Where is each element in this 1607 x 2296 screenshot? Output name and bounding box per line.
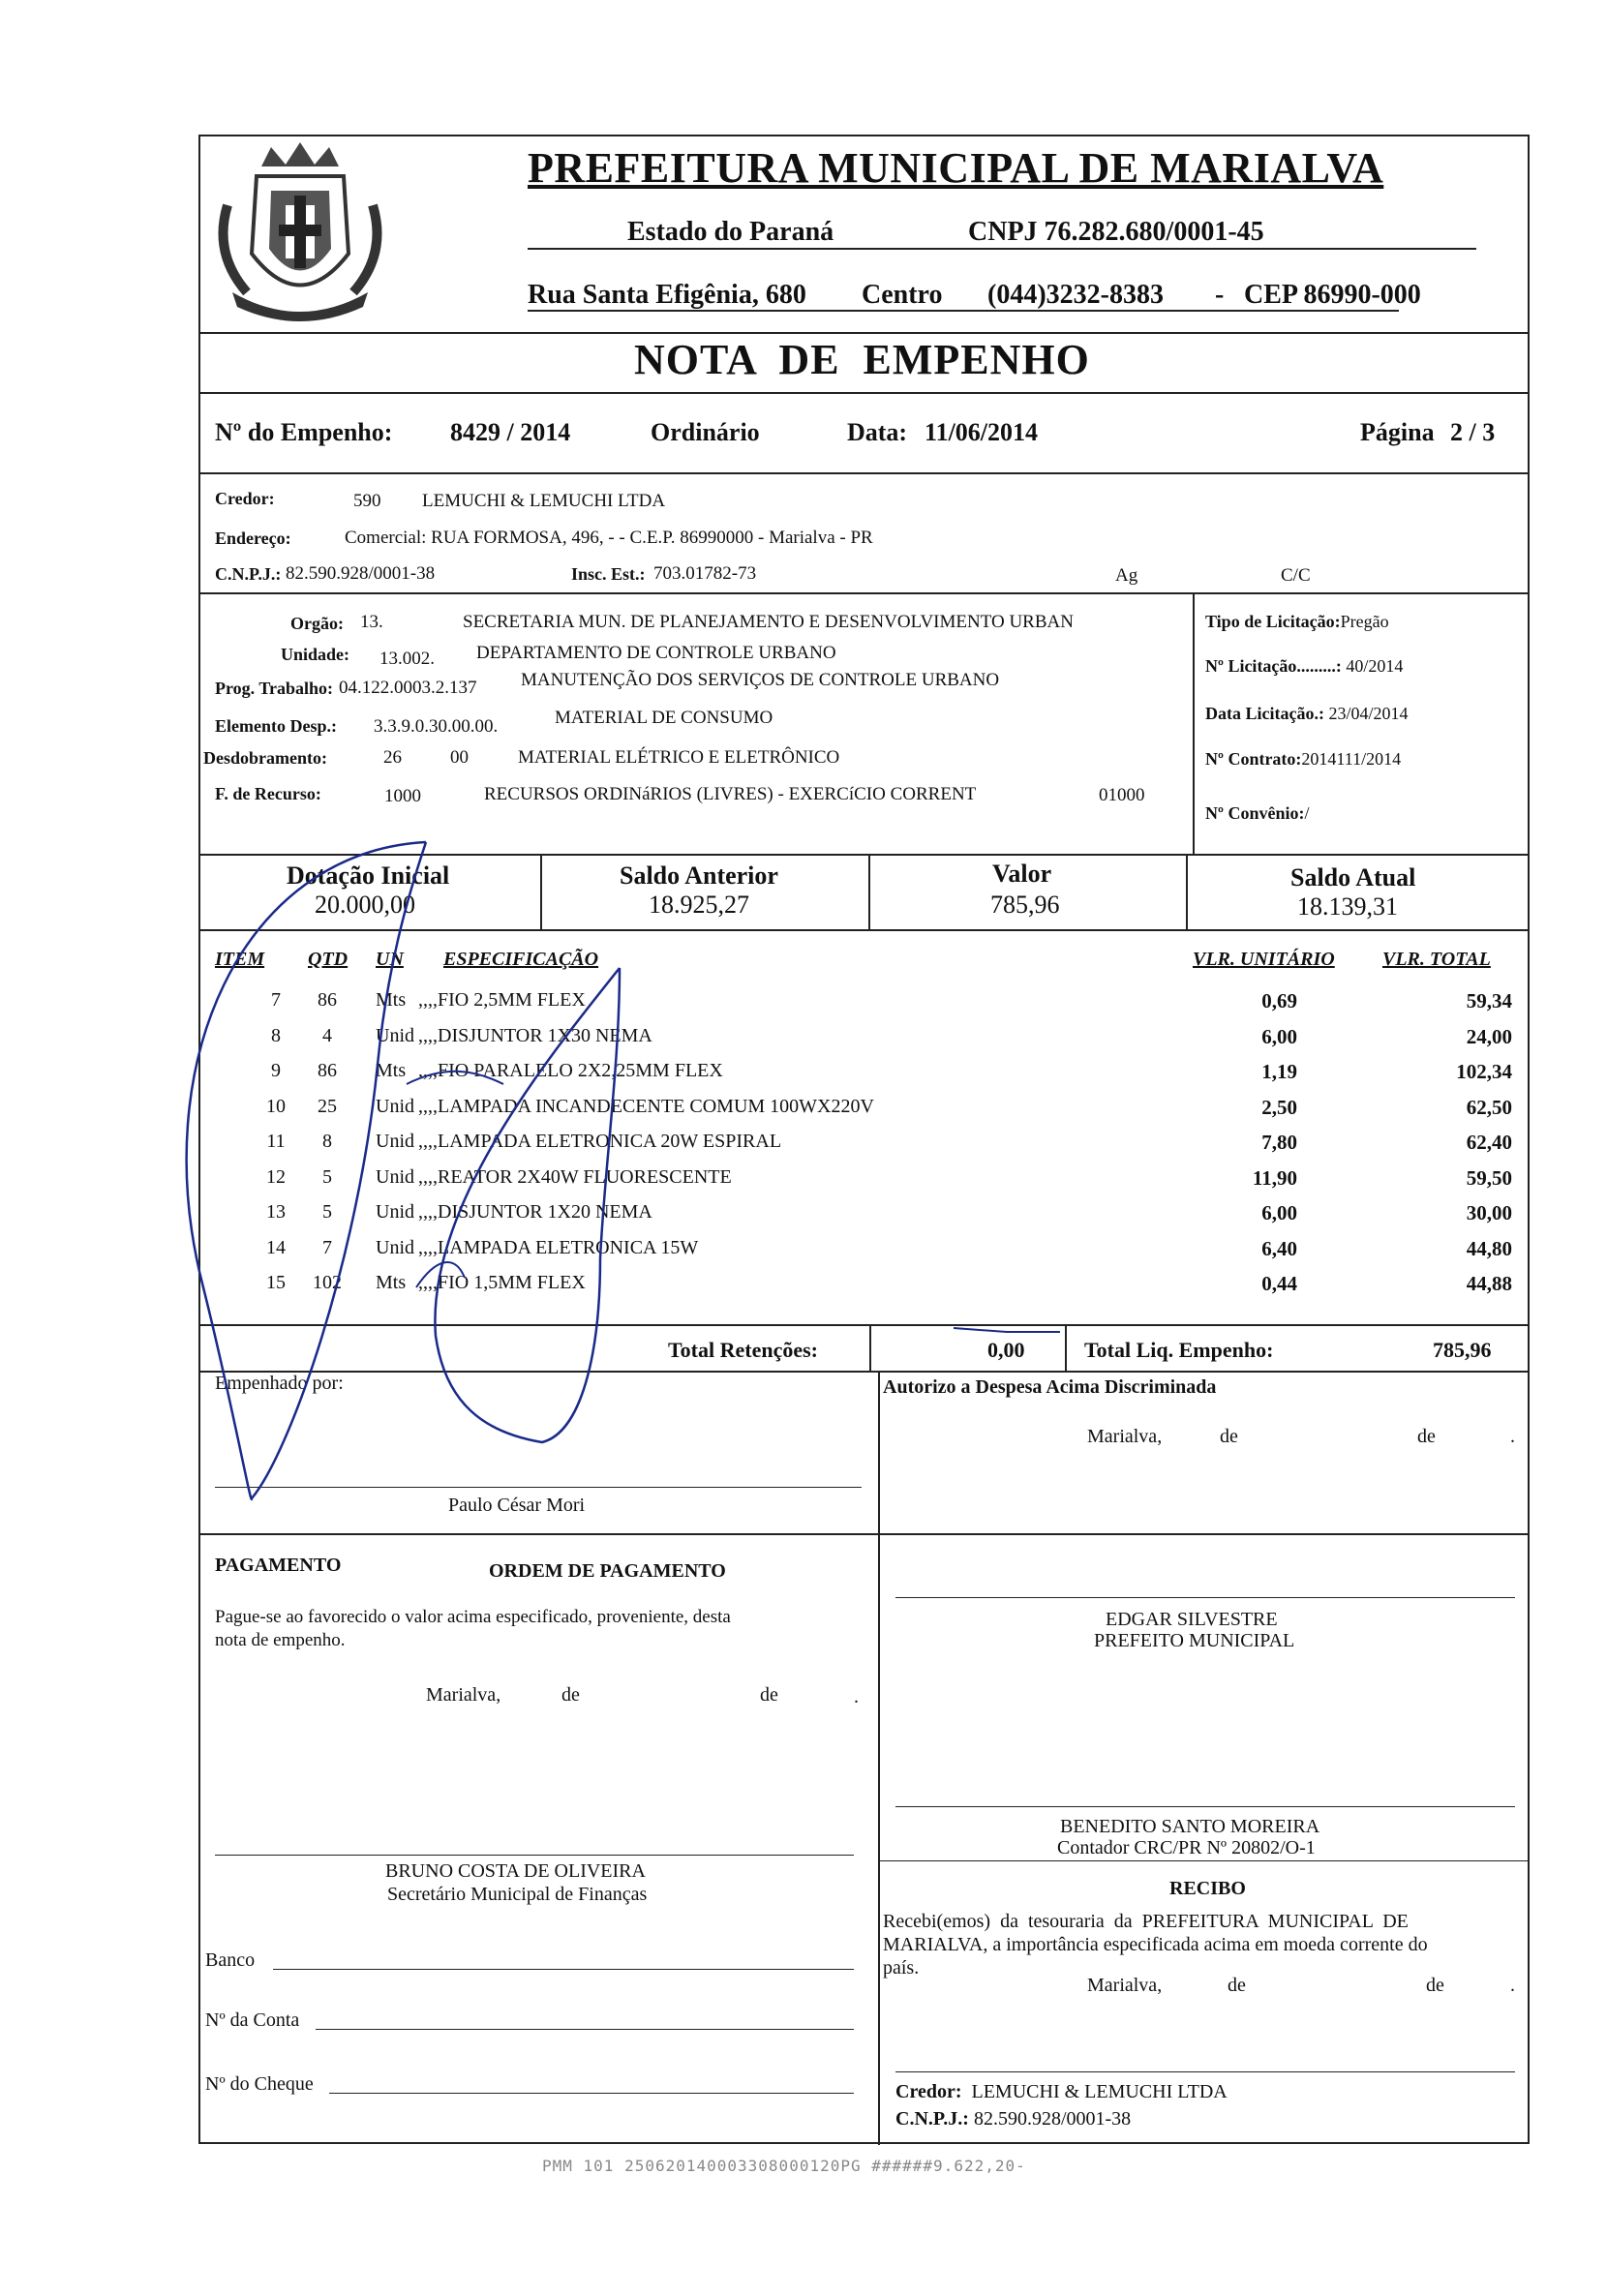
empenhado-label: Empenhado por: [215,1373,344,1394]
recibo-dot: . [1510,1975,1515,1996]
item-qtd-cell: 86 [318,989,337,1011]
convenio-label: Nº Convênio: [1205,803,1305,823]
item-item-cell: 9 [271,1060,281,1081]
saldo-atual-label: Saldo Atual [1290,863,1416,891]
convenio-value: / [1304,803,1310,823]
state-underline [528,248,1476,250]
item-qtd-cell: 8 [322,1131,332,1152]
prog-desc: MANUTENÇÃO DOS SERVIÇOS DE CONTROLE URBANO [521,670,1000,690]
item-un-cell: Mts [376,1060,407,1081]
item-item-cell: 12 [266,1166,286,1188]
cep: CEP 86990-000 [1244,280,1421,310]
item-un-cell: Unid [376,1096,414,1117]
recibo-local: Marialva, [1087,1975,1163,1996]
item-total-cell: 62,50 [1466,1096,1512,1119]
recibo-credor-label: Credor: [895,2081,962,2102]
recibo-texto-3: país. [883,1957,920,1979]
item-total-cell: 24,00 [1466,1025,1512,1048]
autorizo-local: Marialva, [1087,1426,1163,1447]
item-qtd-cell: 4 [322,1025,332,1046]
data-licitacao-value: 23/04/2014 [1328,704,1409,723]
items-bottom-line [198,1324,1530,1326]
title-divider [198,392,1530,394]
num-licitacao [1205,656,1403,677]
recibo-cnpj-value: 82.590.928/0001-38 [973,2108,1132,2130]
cnpj-header: CNPJ 76.282.680/0001-45 [968,217,1264,247]
col-unit: VLR. UNITÁRIO [1193,949,1335,970]
empenho-date: 11/06/2014 [925,418,1039,446]
secretario-sign-line [215,1855,854,1856]
dotacao-inicial-value: 20.000,00 [315,891,415,919]
saldo-atual-value: 18.139,31 [1297,892,1398,921]
saldos-divider [198,929,1530,931]
item-total-cell: 44,88 [1466,1272,1512,1295]
data-licitacao-label: Data Licitação.: [1205,704,1324,723]
item-un-cell: Unid [376,1131,414,1152]
rec-code: 1000 [384,786,421,806]
item-desc-cell: ,,,,FIO PARALELO 2X2,25MM FLEX [418,1060,723,1081]
credor-name: LEMUCHI & LEMUCHI LTDA [422,491,666,511]
municipality-title: PREFEITURA MUNICIPAL DE MARIALVA [528,144,1384,192]
rec-label: F. de Recurso: [215,784,321,803]
retencoes-label: Total Retenções: [668,1338,818,1362]
dotacao-divider [198,854,1530,856]
empenho-label: Nº do Empenho: [215,418,393,446]
item-unit-cell: 6,40 [1261,1237,1297,1260]
address-underline [528,310,1399,312]
empenhado-sign-line [215,1487,862,1488]
recibo-credor [895,2081,1228,2103]
item-qtd-cell: 86 [318,1060,337,1081]
prog-label: Prog. Trabalho: [215,679,334,698]
convenio [1205,803,1309,824]
recibo-top-line [878,1860,1530,1861]
prefeito-sign-line [895,1597,1515,1598]
item-qtd-cell: 5 [322,1166,332,1188]
item-qtd-cell: 102 [313,1272,342,1293]
totals-sep-2 [1065,1324,1067,1371]
address-label: Endereço: [215,529,291,548]
item-desc-cell: ,,,,FIO 2,5MM FLEX [418,989,586,1011]
item-total-cell: 59,50 [1466,1166,1512,1190]
district: Centro [862,280,943,310]
item-item-cell: 10 [266,1096,286,1117]
item-item-cell: 11 [266,1131,286,1152]
empenho-type: Ordinário [651,418,760,446]
contrato [1205,749,1401,770]
autorizo-de-1: de [1220,1426,1238,1447]
item-item-cell: 14 [266,1237,286,1258]
cheque-label: Nº do Cheque [205,2073,314,2095]
autorizo-de-2: de [1417,1426,1436,1447]
orgao-desc: SECRETARIA MUN. DE PLANEJAMENTO E DESENVOLVIMENTO URBAN [463,612,1074,632]
credor-address: Comercial: RUA FORMOSA, 496, - - C.E.P. 86990000 - Marialva - PR [345,528,873,548]
doc-title: NOTA DE EMPENHO [634,336,1090,383]
autorizo-dot: . [1510,1426,1515,1447]
data-licitacao [1205,704,1408,724]
item-unit-cell: 0,44 [1261,1272,1297,1295]
pagamento-texto-2: nota de empenho. [215,1630,346,1650]
item-item-cell: 8 [271,1025,281,1046]
page-number: 2 / 3 [1450,418,1496,446]
pagamento-texto-1: Pague-se ao favorecido o valor acima especificado, proveniente, desta [215,1607,731,1627]
item-unit-cell: 6,00 [1261,1025,1297,1048]
credor-sign-line [895,2071,1515,2072]
item-desc-cell: ,,,,LAMPADA INCANDECENTE COMUM 100WX220V [418,1096,874,1117]
cnpj-label: C.N.P.J.: [215,564,282,584]
contador-sign-line [895,1806,1515,1807]
saldo-sep-1 [540,854,542,929]
auth-sep [878,1371,880,1533]
item-un-cell: Unid [376,1025,414,1046]
item-item-cell: 15 [266,1272,286,1293]
liq-value: 785,96 [1433,1338,1492,1362]
num-licitacao-value: 40/2014 [1346,656,1404,676]
item-unit-cell: 2,50 [1261,1096,1297,1119]
saldo-anterior-value: 18.925,27 [649,891,749,919]
item-un-cell: Mts [376,1272,407,1293]
item-total-cell: 62,40 [1466,1131,1512,1154]
conta-label: Nº da Conta [205,2009,300,2031]
pagamento-label: PAGAMENTO [215,1555,342,1576]
desd-code: 26 [383,747,402,768]
empenho-number: 8429 / 2014 [450,418,571,446]
contrato-value: 2014111/2014 [1301,749,1402,769]
saldo-anterior-label: Saldo Anterior [620,861,778,890]
empenhado-nome: Paulo César Mori [448,1495,586,1516]
item-unit-cell: 7,80 [1261,1131,1297,1154]
item-unit-cell: 6,00 [1261,1201,1297,1224]
date-label: Data: [847,418,908,446]
col-espec: ESPECIFICAÇÃO [443,949,599,970]
item-un-cell: Unid [376,1201,414,1223]
dotacao-inicial-label: Dotação Inicial [287,861,450,890]
unidade-desc: DEPARTAMENTO DE CONTROLE URBANO [476,643,836,663]
credor-label: Credor: [215,489,275,508]
credor-divider [198,592,1530,594]
separator-dash: - [1215,280,1225,310]
item-qtd-cell: 5 [322,1201,332,1223]
recibo-texto-1: Recebi(emos) da tesouraria da PREFEITURA MUNICIPAL DE [883,1911,1409,1932]
ordem-pagamento: ORDEM DE PAGAMENTO [489,1560,726,1582]
prog-code: 04.122.0003.2.137 [339,678,477,698]
pagamento-sep [878,1533,880,2145]
unidade-code: 13.002. [379,649,435,669]
recibo-de-1: de [1228,1975,1246,1996]
item-desc-cell: ,,,,REATOR 2X40W FLUORESCENTE [418,1166,732,1188]
footer-code: PMM 101 250620140003308000120PG ######9.622,20- [542,2157,1026,2175]
item-unit-cell: 1,19 [1261,1060,1297,1083]
item-item-cell: 13 [266,1201,286,1223]
item-un-cell: Unid [376,1237,414,1258]
contrato-label: Nº Contrato: [1205,749,1302,769]
pagamento-de-1: de [561,1684,580,1706]
pagamento-local: Marialva, [426,1684,501,1706]
credor-cnpj: 82.590.928/0001-38 [286,563,436,584]
retencoes-value: 0,00 [987,1338,1025,1362]
credor-ie: 703.01782-73 [653,563,757,584]
item-total-cell: 30,00 [1466,1201,1512,1224]
num-licitacao-label: Nº Licitação.........: [1205,656,1342,676]
desd-code2: 00 [450,747,469,768]
totals-sep-1 [869,1324,871,1371]
tipo-licitacao-label: Tipo de Licitação: [1205,612,1341,631]
item-total-cell: 102,34 [1456,1060,1512,1083]
elem-label: Elemento Desp.: [215,716,337,736]
item-total-cell: 59,34 [1466,989,1512,1012]
licitacao-divider [1193,592,1195,854]
item-un-cell: Mts [376,989,407,1011]
ag-label: Ag [1115,565,1138,586]
col-total: VLR. TOTAL [1382,949,1491,970]
item-un-cell: Unid [376,1166,414,1188]
autorizo-text: Autorizo a Despesa Acima Discriminada [883,1376,1217,1398]
tipo-licitacao [1205,612,1389,632]
street-address: Rua Santa Efigênia, 680 [528,280,806,310]
recibo-cnpj [895,2108,1131,2130]
state-name: Estado do Paraná [627,217,834,247]
coat-of-arms-logo [203,137,397,331]
recibo-cnpj-label: C.N.P.J.: [895,2108,969,2130]
item-desc-cell: ,,,,FIO 1,5MM FLEX [418,1272,586,1293]
valor-value: 785,96 [990,891,1060,919]
prefeito-nome: EDGAR SILVESTRE [1106,1609,1278,1630]
valor-label: Valor [992,860,1052,888]
item-qtd-cell: 25 [318,1096,337,1117]
item-desc-cell: ,,,,DISJUNTOR 1X20 NEMA [418,1201,652,1223]
col-qtd: QTD [308,949,349,970]
rec-desc: RECURSOS ORDINáRIOS (LIVRES) - EXERCíCIO CORRENT [484,784,977,804]
tipo-licitacao-value: Pregão [1340,612,1389,631]
item-qtd-cell: 7 [322,1237,332,1258]
item-desc-cell: ,,,,DISJUNTOR 1X30 NEMA [418,1025,652,1046]
recibo-texto-2: MARIALVA, a importância especificada acima em moeda corrente do [883,1934,1428,1955]
prefeito-cargo: PREFEITO MUNICIPAL [1094,1630,1295,1651]
pagamento-de-2: de [760,1684,778,1706]
auth-divider [198,1533,1530,1535]
orgao-label: Orgão: [290,614,344,633]
secretario-cargo: Secretário Municipal de Finanças [387,1884,648,1905]
totals-divider [198,1371,1530,1373]
item-unit-cell: 0,69 [1261,989,1297,1012]
item-total-cell: 44,80 [1466,1237,1512,1260]
recibo-credor-name: LEMUCHI & LEMUCHI LTDA [971,2081,1228,2102]
unidade-label: Unidade: [281,645,350,664]
item-unit-cell: 11,90 [1252,1166,1297,1190]
recibo-label: RECIBO [1169,1878,1246,1899]
elem-desc: MATERIAL DE CONSUMO [555,708,773,728]
phone: (044)3232-8383 [987,280,1164,310]
banco-line [273,1969,854,1970]
desd-label: Desdobramento: [203,748,327,768]
pagamento-dot: . [854,1686,859,1707]
item-desc-cell: ,,,,LAMPADA ELETRONICA 20W ESPIRAL [418,1131,782,1152]
desd-desc: MATERIAL ELÉTRICO E ELETRÔNICO [518,747,840,768]
saldo-sep-2 [868,854,870,929]
rec-code2: 01000 [1099,785,1145,805]
header-divider [198,332,1530,334]
elem-code: 3.3.9.0.30.00.00. [374,716,499,737]
conta-line [316,2029,854,2030]
item-item-cell: 7 [271,989,281,1011]
empenho-divider [198,472,1530,474]
item-desc-cell: ,,,,LAMPADA ELETRONICA 15W [418,1237,699,1258]
col-un: UN [376,949,404,970]
orgao-code: 13. [360,612,383,632]
contador-nome: BENEDITO SANTO MOREIRA [1060,1816,1320,1837]
ie-label: Insc. Est.: [571,564,646,584]
cc-label: C/C [1281,565,1311,586]
liq-label: Total Liq. Empenho: [1084,1338,1274,1362]
col-item: ITEM [215,949,265,970]
contador-cargo: Contador CRC/PR Nº 20802/O-1 [1057,1837,1316,1858]
recibo-de-2: de [1426,1975,1444,1996]
page-label: Página [1360,418,1435,446]
credor-code: 590 [353,491,381,511]
saldo-sep-3 [1186,854,1188,929]
cheque-line [329,2093,854,2094]
banco-label: Banco [205,1949,256,1971]
secretario-nome: BRUNO COSTA DE OLIVEIRA [385,1860,646,1882]
